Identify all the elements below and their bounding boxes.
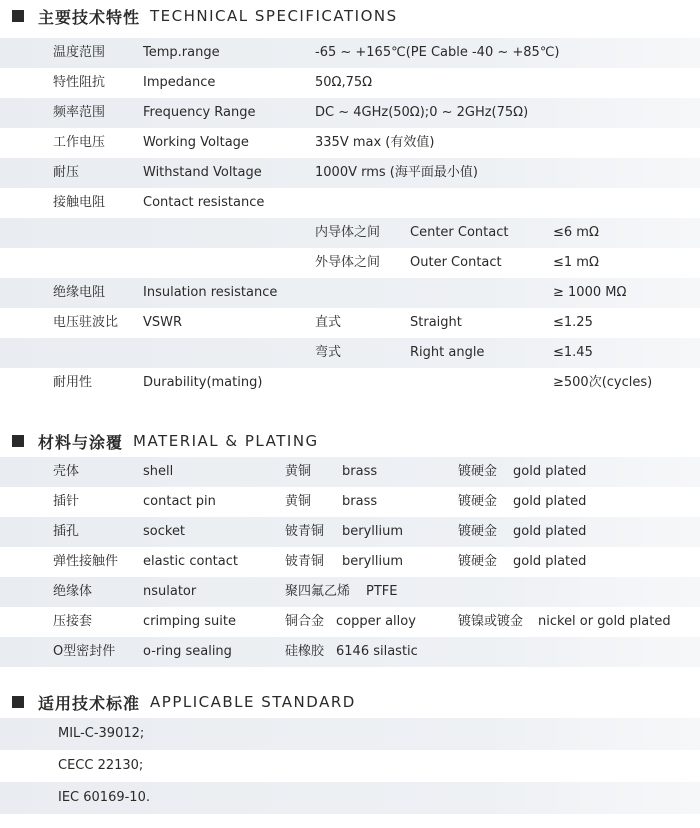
table-row [0, 38, 700, 68]
table-row [0, 338, 700, 368]
part-name-cn: 弹性接触件 [53, 554, 119, 569]
spec-label-cn: 耐用性 [53, 375, 93, 390]
part-name-en: shell [143, 464, 174, 479]
standard-list [0, 718, 700, 814]
spec-label-en: Contact resistance [143, 195, 265, 210]
material-en: beryllium [342, 524, 404, 539]
spec-label-cn: 绝缘电阻 [53, 285, 106, 300]
table-row [0, 577, 700, 607]
material-en: beryllium [342, 554, 404, 569]
section-title-en: MATERIAL & PLATING [133, 432, 319, 450]
table-row [0, 188, 700, 218]
plating-en: gold plated [513, 524, 587, 539]
part-name-cn: 插孔 [53, 524, 80, 539]
spec-label-cn: 耐压 [53, 165, 80, 180]
table-row [0, 248, 700, 278]
table-row [0, 517, 700, 547]
material-table [0, 457, 700, 667]
standard-item: IEC 60169-10. [58, 790, 150, 805]
material-en: brass [342, 464, 378, 479]
spec-label-cn: 特性阻抗 [53, 75, 106, 90]
plating-cn: 镀镍或镀金 [458, 614, 524, 629]
spec-sub-label: Right angle [410, 345, 485, 360]
spec-label-en: Frequency Range [143, 105, 256, 120]
spec-sub-label: Center Contact [410, 225, 509, 240]
spec-limit: ≤1 mΩ [553, 255, 599, 270]
bullet-square-icon [12, 435, 24, 447]
spec-table [0, 38, 700, 398]
material-cn: 硅橡胶 [285, 644, 325, 659]
material-cn: 铍青铜 [285, 524, 325, 539]
standard-item: MIL-C-39012; [58, 726, 145, 741]
part-name-en: nsulator [143, 584, 197, 599]
spec-label-cn: 温度范围 [53, 45, 106, 60]
part-name-en: o-ring sealing [143, 644, 232, 659]
table-row [0, 68, 700, 98]
spec-limit: ≥ 1000 MΩ [553, 285, 627, 300]
standard-item: CECC 22130; [58, 758, 144, 773]
spec-limit: ≥500次(cycles) [553, 375, 653, 390]
spec-limit: ≤1.45 [553, 345, 593, 360]
spec-value: 335V max (有效值) [315, 135, 435, 150]
bullet-square-icon [12, 696, 24, 708]
spec-label-cn: 电压驻波比 [53, 315, 119, 330]
table-row [0, 278, 700, 308]
section-title-cn: 适用技术标准 [38, 693, 141, 713]
plating-en: gold plated [513, 464, 587, 479]
material-cn: 聚四氟乙烯 [285, 584, 351, 599]
plating-cn: 镀硬金 [458, 494, 498, 509]
list-item [0, 750, 700, 782]
part-name-en: contact pin [143, 494, 216, 509]
spec-label-en: Working Voltage [143, 135, 249, 150]
material-cn: 黄铜 [285, 494, 312, 509]
spec-sub-label: Outer Contact [410, 255, 502, 270]
spec-label-cn: 接触电阻 [53, 195, 106, 210]
section-title-cn: 材料与涂覆 [38, 432, 124, 452]
spec-sub-label: Straight [410, 315, 462, 330]
material-en: copper alloy [336, 614, 416, 629]
plating-cn: 镀硬金 [458, 554, 498, 569]
table-row [0, 308, 700, 338]
material-cn: 黄铜 [285, 464, 312, 479]
material-en: PTFE [366, 584, 398, 599]
material-cn: 铍青铜 [285, 554, 325, 569]
table-row [0, 637, 700, 667]
plating-cn: 镀硬金 [458, 524, 498, 539]
plating-en: nickel or gold plated [538, 614, 671, 629]
table-row [0, 98, 700, 128]
spec-label-en: Impedance [143, 75, 216, 90]
spec-value: 1000V rms (海平面最小值) [315, 165, 478, 180]
section-header [0, 688, 700, 716]
material-cn: 铜合金 [285, 614, 325, 629]
spec-value: DC ~ 4GHz(50Ω);0 ~ 2GHz(75Ω) [315, 105, 529, 120]
part-name-en: elastic contact [143, 554, 238, 569]
spec-value: -65 ~ +165℃(PE Cable -40 ~ +85℃) [315, 45, 560, 60]
spec-limit: ≤1.25 [553, 315, 593, 330]
plating-en: gold plated [513, 494, 587, 509]
spec-label-en: Durability(mating) [143, 375, 263, 390]
applicable-standard-section [0, 688, 700, 814]
table-row [0, 457, 700, 487]
spec-label-en: Temp.range [143, 45, 220, 60]
spec-label-en: Withstand Voltage [143, 165, 262, 180]
spec-label-cn: 工作电压 [53, 135, 106, 150]
spec-label-en: Insulation resistance [143, 285, 278, 300]
table-row [0, 218, 700, 248]
part-name-en: socket [143, 524, 186, 539]
spec-limit: ≤6 mΩ [553, 225, 599, 240]
table-row [0, 158, 700, 188]
bullet-square-icon [12, 10, 24, 22]
spec-value: 外导体之间 [315, 255, 381, 270]
table-row [0, 607, 700, 637]
part-name-cn: O型密封件 [53, 644, 116, 659]
spec-value: 弯式 [315, 345, 342, 360]
plating-en: gold plated [513, 554, 587, 569]
list-item [0, 718, 700, 750]
material-en: 6146 silastic [336, 644, 418, 659]
table-row [0, 547, 700, 577]
list-item [0, 782, 700, 814]
spec-value: 50Ω,75Ω [315, 75, 373, 90]
spec-label-en: VSWR [143, 315, 183, 330]
section-title-cn: 主要技术特性 [38, 7, 141, 27]
spec-value: 内导体之间 [315, 225, 381, 240]
spec-label-cn: 频率范围 [53, 105, 106, 120]
plating-cn: 镀硬金 [458, 464, 498, 479]
part-name-en: crimping suite [143, 614, 236, 629]
part-name-cn: 绝缘体 [53, 584, 93, 599]
section-header [0, 2, 700, 30]
part-name-cn: 压接套 [53, 614, 93, 629]
spec-value: 直式 [315, 315, 342, 330]
section-title-en: TECHNICAL SPECIFICATIONS [150, 7, 398, 25]
material-plating-section [0, 427, 700, 667]
technical-specifications-section [0, 2, 700, 398]
part-name-cn: 插针 [53, 494, 80, 509]
section-header [0, 427, 700, 455]
table-row [0, 128, 700, 158]
table-row [0, 487, 700, 517]
part-name-cn: 壳体 [53, 464, 80, 479]
table-row [0, 368, 700, 398]
section-title-en: APPLICABLE STANDARD [150, 693, 356, 711]
material-en: brass [342, 494, 378, 509]
